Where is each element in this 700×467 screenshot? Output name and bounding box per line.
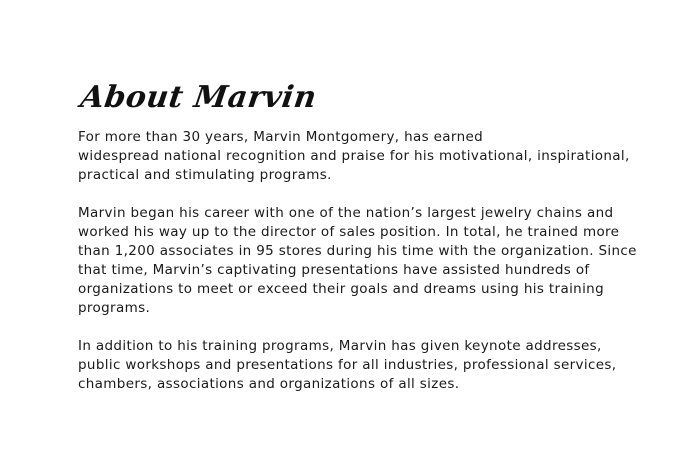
- bio-paragraph-2: [78, 204, 648, 318]
- paragraph-line: that time, Marvin’s captivating presentations have assisted hundreds of: [78, 262, 590, 278]
- paragraph-line: public workshops and presentations for all industries, professional services,: [78, 357, 617, 373]
- section-heading: About Marvin: [78, 80, 319, 115]
- paragraph-line: practical and stimulating programs.: [78, 167, 332, 183]
- paragraph-line: In addition to his training programs, Marvin has given keynote addresses,: [78, 338, 602, 354]
- paragraph-line: For more than 30 years, Marvin Montgomery, has earned: [78, 129, 484, 145]
- paragraph-line: organizations to meet or exceed their goals and dreams using his training: [78, 281, 604, 297]
- paragraph-line: programs.: [78, 300, 151, 316]
- about-section: [78, 78, 648, 413]
- paragraph-line: than 1,200 associates in 95 stores during his time with the organization. Since: [78, 243, 637, 259]
- paragraph-line: chambers, associations and organizations of all sizes.: [78, 376, 460, 392]
- bio-paragraph-1: [78, 128, 648, 185]
- bio-paragraph-3: [78, 337, 648, 394]
- paragraph-line: Marvin began his career with one of the nation’s largest jewelry chains and: [78, 205, 614, 221]
- paragraph-line: widespread national recognition and praise for his motivational, inspirational,: [78, 148, 630, 164]
- paragraph-line: worked his way up to the director of sales position. In total, he trained more: [78, 224, 620, 240]
